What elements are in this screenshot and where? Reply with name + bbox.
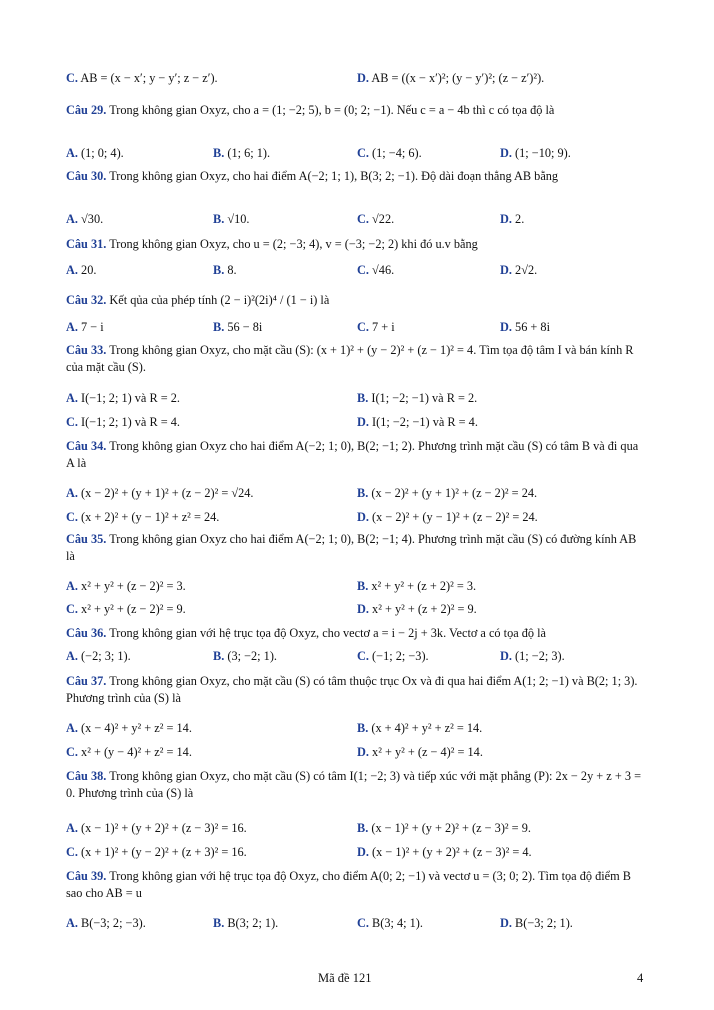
option-text: (−1; 2; −3). bbox=[372, 649, 429, 663]
option-label: D. bbox=[500, 320, 512, 334]
answer-option[interactable] bbox=[357, 744, 483, 760]
option-label: A. bbox=[66, 146, 78, 160]
question-stem bbox=[66, 342, 646, 376]
answer-option[interactable] bbox=[357, 211, 394, 227]
option-label: C. bbox=[357, 263, 369, 277]
option-text: 2. bbox=[515, 212, 525, 226]
answer-option[interactable] bbox=[66, 145, 124, 161]
question-number: Câu 37. bbox=[66, 674, 107, 688]
question-number: Câu 38. bbox=[66, 769, 107, 783]
question-stem bbox=[66, 102, 646, 119]
option-label: D. bbox=[500, 263, 512, 277]
question-number: Câu 31. bbox=[66, 237, 107, 251]
option-label: B. bbox=[213, 916, 225, 930]
question-text: Trong không gian Oxyz, cho mặt cầu (S) có tâm thuộc trục Ox và đi qua hai điểm A(1; 2; −1) và B(2; 1; 3). Phương trình của (S) là bbox=[66, 674, 638, 705]
question-number: Câu 29. bbox=[66, 103, 107, 117]
option-label: B. bbox=[213, 212, 225, 226]
answer-option[interactable] bbox=[66, 70, 218, 86]
option-text: 7 + i bbox=[372, 320, 395, 334]
option-label: D. bbox=[357, 602, 369, 616]
question-text: Kết qủa của phép tính (2 − i)²(2i)⁴ / (1 − i) là bbox=[109, 293, 330, 307]
option-label: C. bbox=[357, 320, 369, 334]
option-text: (1; 6; 1). bbox=[227, 146, 271, 160]
option-text: √22. bbox=[372, 212, 395, 226]
option-text: x² + y² + (z − 2)² = 3. bbox=[81, 579, 186, 593]
question-text: Trong không gian Oxyz, cho mặt cầu (S): (x + 1)² + (y − 2)² + (z − 1)² = 4. Tìm tọa độ tâm I và bán kính R của mặt cầu (S). bbox=[66, 343, 634, 374]
answer-option[interactable] bbox=[357, 414, 478, 430]
answer-option[interactable] bbox=[357, 390, 477, 406]
answer-option[interactable] bbox=[357, 70, 544, 86]
answer-option[interactable] bbox=[66, 262, 96, 278]
option-label: C. bbox=[357, 649, 369, 663]
option-text: 56 + 8i bbox=[515, 320, 550, 334]
answer-option[interactable] bbox=[66, 744, 192, 760]
option-text: x² + y² + (z − 2)² = 9. bbox=[81, 602, 186, 616]
option-label: D. bbox=[500, 649, 512, 663]
option-text: AB = (x − x′; y − y′; z − z′). bbox=[80, 71, 218, 85]
answer-option[interactable] bbox=[66, 601, 186, 617]
answer-option[interactable] bbox=[213, 648, 277, 664]
option-text: √46. bbox=[372, 263, 395, 277]
option-text: x² + y² + (z + 2)² = 3. bbox=[371, 579, 477, 593]
question-stem bbox=[66, 625, 646, 642]
option-text: (x − 2)² + (y − 1)² + (z − 2)² = 24. bbox=[372, 510, 538, 524]
option-label: A. bbox=[66, 212, 78, 226]
question-number: Câu 33. bbox=[66, 343, 107, 357]
answer-option[interactable] bbox=[213, 145, 270, 161]
answer-option[interactable] bbox=[213, 211, 249, 227]
question-text: Trong không gian Oxyz, cho a = (1; −2; 5), b = (0; 2; −1). Nếu c = a − 4b thì c có tọa độ là bbox=[109, 103, 555, 117]
answer-option[interactable] bbox=[500, 648, 565, 664]
answer-option[interactable] bbox=[357, 145, 422, 161]
option-text: (x − 1)² + (y + 2)² + (z − 3)² = 4. bbox=[372, 845, 532, 859]
question-number: Câu 30. bbox=[66, 169, 107, 183]
option-text: 56 − 8i bbox=[227, 320, 263, 334]
option-label: C. bbox=[66, 510, 78, 524]
answer-option[interactable] bbox=[500, 319, 550, 335]
option-label: B. bbox=[213, 320, 225, 334]
option-label: B. bbox=[213, 146, 225, 160]
option-label: C. bbox=[357, 146, 369, 160]
option-label: B. bbox=[357, 486, 369, 500]
option-label: D. bbox=[357, 745, 369, 759]
answer-option[interactable] bbox=[357, 915, 423, 931]
option-text: I(1; −2; −1) và R = 4. bbox=[372, 415, 478, 429]
question-number: Câu 32. bbox=[66, 293, 107, 307]
option-text: (x − 4)² + y² + z² = 14. bbox=[81, 721, 192, 735]
option-text: x² + y² + (z − 4)² = 14. bbox=[372, 745, 483, 759]
answer-option[interactable] bbox=[66, 820, 247, 836]
option-text: (x + 4)² + y² + z² = 14. bbox=[371, 721, 483, 735]
question-text: Trong không gian với hệ trục tọa độ Oxyz, cho vectơ a = i − 2j + 3k. Vectơ a có tọa độ là bbox=[109, 626, 546, 640]
question-text: Trong không gian Oxyz, cho mặt cầu (S) có tâm I(1; −2; 3) và tiếp xúc với mặt phẳng (P): 2x − 2y + z + 3 = 0. Phương trình của (S) là bbox=[66, 769, 642, 800]
option-text: (x − 1)² + (y + 2)² + (z − 3)² = 9. bbox=[371, 821, 531, 835]
option-text: I(−1; 2; 1) và R = 4. bbox=[81, 415, 180, 429]
answer-option[interactable] bbox=[357, 262, 394, 278]
option-label: C. bbox=[357, 916, 369, 930]
option-text: (1; −4; 6). bbox=[372, 146, 422, 160]
option-text: I(−1; 2; 1) và R = 2. bbox=[81, 391, 180, 405]
option-text: (x − 2)² + (y + 1)² + (z − 2)² = √24. bbox=[81, 486, 254, 500]
option-label: A. bbox=[66, 391, 78, 405]
option-label: D. bbox=[357, 71, 369, 85]
answer-option[interactable] bbox=[357, 820, 531, 836]
answer-option[interactable] bbox=[66, 319, 104, 335]
option-text: (x + 1)² + (y − 2)² + (z + 3)² = 16. bbox=[81, 845, 247, 859]
option-text: (x − 2)² + (y + 1)² + (z − 2)² = 24. bbox=[371, 486, 538, 500]
question-stem bbox=[66, 868, 646, 902]
option-label: D. bbox=[500, 916, 512, 930]
option-text: (x − 1)² + (y + 2)² + (z − 3)² = 16. bbox=[81, 821, 247, 835]
answer-option[interactable] bbox=[500, 262, 537, 278]
question-text: Trong không gian Oxyz cho hai điểm A(−2; 1; 0), B(2; −1; 2). Phương trình mặt cầu (S) có tâm B và đi qua A là bbox=[66, 439, 639, 470]
option-label: A. bbox=[66, 579, 78, 593]
question-number: Câu 34. bbox=[66, 439, 107, 453]
answer-option[interactable] bbox=[357, 844, 532, 860]
option-text: B(−3; 2; −3). bbox=[81, 916, 146, 930]
option-label: C. bbox=[357, 212, 369, 226]
option-label: A. bbox=[66, 821, 78, 835]
answer-option[interactable] bbox=[66, 390, 180, 406]
option-text: (3; −2; 1). bbox=[227, 649, 277, 663]
question-stem bbox=[66, 768, 646, 802]
option-text: B(3; 2; 1). bbox=[227, 916, 279, 930]
answer-option[interactable] bbox=[66, 578, 186, 594]
option-text: 2√2. bbox=[515, 263, 538, 277]
option-text: (−2; 3; 1). bbox=[81, 649, 131, 663]
answer-option[interactable] bbox=[213, 915, 278, 931]
option-label: B. bbox=[213, 263, 225, 277]
option-label: C. bbox=[66, 745, 78, 759]
answer-option[interactable] bbox=[500, 211, 524, 227]
answer-option[interactable] bbox=[66, 485, 254, 501]
option-text: x² + (y − 4)² + z² = 14. bbox=[81, 745, 192, 759]
answer-option[interactable] bbox=[213, 319, 262, 335]
question-number: Câu 35. bbox=[66, 532, 107, 546]
answer-option[interactable] bbox=[357, 578, 476, 594]
question-text: Trong không gian với hệ trục tọa độ Oxyz, cho điểm A(0; 2; −1) và vectơ u = (3; 0; 2). Tìm tọa độ điểm B sao cho AB = u bbox=[66, 869, 631, 900]
option-label: C. bbox=[66, 71, 78, 85]
option-label: D. bbox=[500, 212, 512, 226]
question-stem bbox=[66, 438, 646, 472]
answer-option[interactable] bbox=[357, 601, 477, 617]
option-label: D. bbox=[357, 845, 369, 859]
option-text: (1; −10; 9). bbox=[515, 146, 571, 160]
question-stem bbox=[66, 236, 646, 253]
option-text: √30. bbox=[81, 212, 104, 226]
option-text: (x + 2)² + (y − 1)² + z² = 24. bbox=[81, 510, 220, 524]
answer-option[interactable] bbox=[357, 319, 395, 335]
answer-option[interactable] bbox=[66, 509, 219, 525]
question-text: Trong không gian Oxyz, cho u = (2; −3; 4), v = (−3; −2; 2) khi đó u.v bằng bbox=[109, 237, 478, 251]
option-text: (1; 0; 4). bbox=[81, 146, 124, 160]
option-label: D. bbox=[357, 415, 369, 429]
answer-option[interactable] bbox=[500, 145, 571, 161]
option-text: 20. bbox=[81, 263, 97, 277]
option-text: 7 − i bbox=[81, 320, 104, 334]
option-text: B(−3; 2; 1). bbox=[515, 916, 573, 930]
option-label: B. bbox=[357, 579, 369, 593]
answer-option[interactable] bbox=[213, 262, 237, 278]
option-text: AB = ((x − x′)²; (y − y′)²; (z − z′)²). bbox=[371, 71, 545, 85]
question-text: Trong không gian Oxyz, cho hai điểm A(−2; 1; 1), B(3; 2; −1). Độ dài đoạn thẳng AB bằng bbox=[109, 169, 559, 183]
answer-option[interactable] bbox=[66, 211, 103, 227]
question-number: Câu 36. bbox=[66, 626, 107, 640]
option-label: C. bbox=[66, 602, 78, 616]
answer-option[interactable] bbox=[357, 720, 482, 736]
option-label: B. bbox=[357, 721, 369, 735]
answer-option[interactable] bbox=[66, 915, 146, 931]
option-label: B. bbox=[357, 821, 369, 835]
question-text: Trong không gian Oxyz cho hai điểm A(−2; 1; 0), B(2; −1; 4). Phương trình mặt cầu (S) có đường kính AB là bbox=[66, 532, 637, 563]
answer-option[interactable] bbox=[357, 509, 538, 525]
option-label: B. bbox=[213, 649, 225, 663]
page-number: 4 bbox=[637, 971, 644, 985]
option-text: I(1; −2; −1) và R = 2. bbox=[371, 391, 478, 405]
option-label: B. bbox=[357, 391, 369, 405]
option-label: D. bbox=[357, 510, 369, 524]
answer-option[interactable] bbox=[357, 648, 429, 664]
question-stem bbox=[66, 673, 646, 707]
option-label: A. bbox=[66, 916, 78, 930]
answer-option[interactable] bbox=[66, 720, 192, 736]
option-label: D. bbox=[500, 146, 512, 160]
question-stem bbox=[66, 531, 646, 565]
option-text: √10. bbox=[227, 212, 250, 226]
answer-option[interactable] bbox=[66, 844, 247, 860]
answer-option[interactable] bbox=[500, 915, 573, 931]
option-label: A. bbox=[66, 263, 78, 277]
question-stem bbox=[66, 168, 646, 185]
answer-option[interactable] bbox=[66, 648, 131, 664]
option-text: 8. bbox=[227, 263, 237, 277]
answer-option[interactable] bbox=[357, 485, 537, 501]
option-label: C. bbox=[66, 845, 78, 859]
option-label: A. bbox=[66, 486, 78, 500]
option-text: x² + y² + (z + 2)² = 9. bbox=[372, 602, 477, 616]
answer-option[interactable] bbox=[66, 414, 180, 430]
exam-code: Mã đề 121 bbox=[318, 971, 372, 985]
option-label: A. bbox=[66, 721, 78, 735]
option-label: A. bbox=[66, 320, 78, 334]
option-label: A. bbox=[66, 649, 78, 663]
option-text: (1; −2; 3). bbox=[515, 649, 565, 663]
question-stem bbox=[66, 292, 646, 309]
question-number: Câu 39. bbox=[66, 869, 107, 883]
option-label: C. bbox=[66, 415, 78, 429]
option-text: B(3; 4; 1). bbox=[372, 916, 423, 930]
